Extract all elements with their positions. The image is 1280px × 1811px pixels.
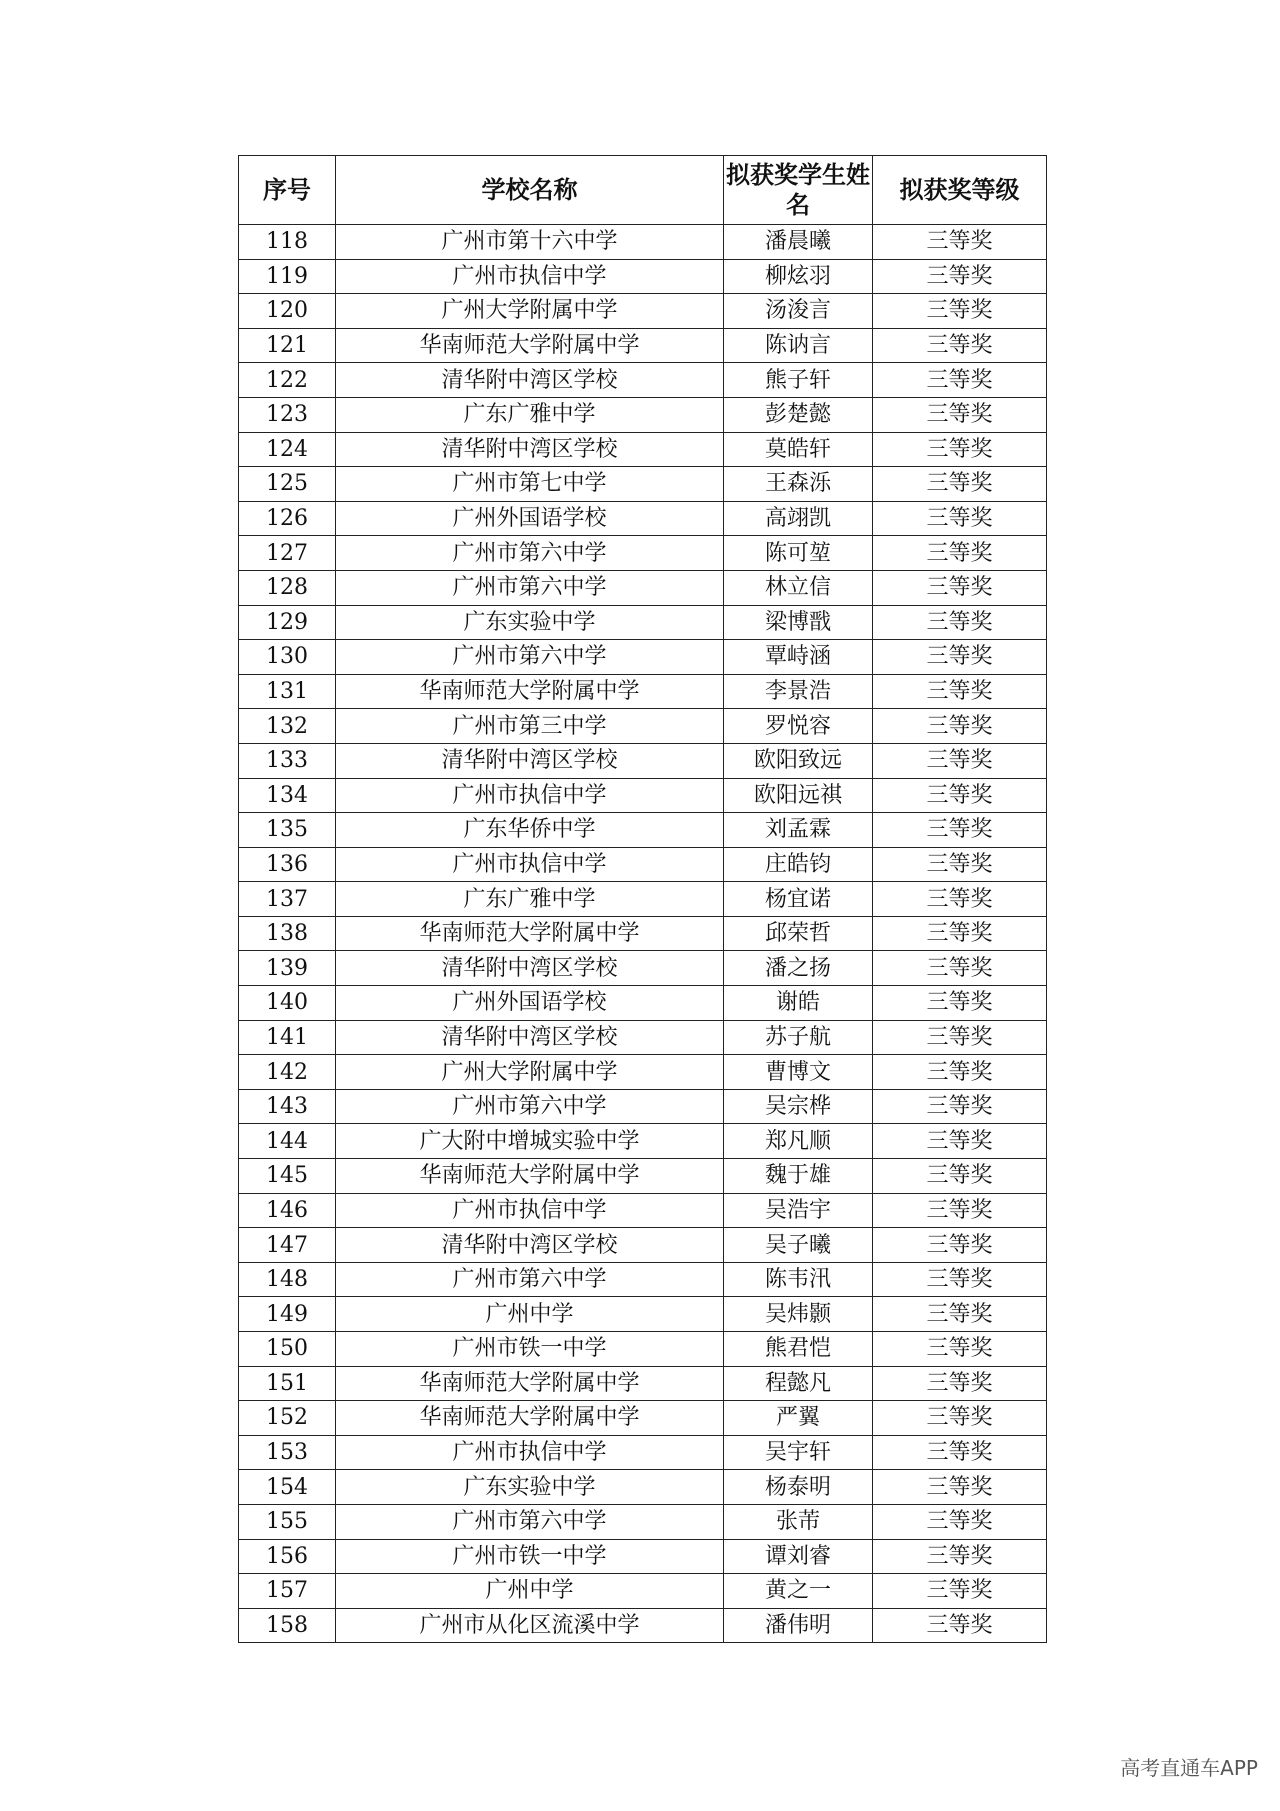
cell-level: 三等奖 <box>873 1504 1047 1539</box>
cell-school: 广大附中增城实验中学 <box>336 1124 724 1159</box>
cell-name: 程懿凡 <box>724 1366 873 1401</box>
cell-level: 三等奖 <box>873 225 1047 260</box>
cell-level: 三等奖 <box>873 501 1047 536</box>
cell-level: 三等奖 <box>873 847 1047 882</box>
award-list-table <box>238 155 1047 1643</box>
cell-school: 广州大学附属中学 <box>336 294 724 329</box>
app-watermark: 高考直通车APP <box>1120 1756 1258 1780</box>
cell-name: 严翼 <box>724 1401 873 1436</box>
table-row <box>239 847 1047 882</box>
cell-school: 广州市执信中学 <box>336 847 724 882</box>
cell-level: 三等奖 <box>873 1124 1047 1159</box>
cell-seq: 145 <box>239 1159 336 1194</box>
cell-seq: 141 <box>239 1020 336 1055</box>
cell-level: 三等奖 <box>873 605 1047 640</box>
cell-name: 柳炫羽 <box>724 259 873 294</box>
cell-level: 三等奖 <box>873 778 1047 813</box>
cell-school: 广州市第六中学 <box>336 640 724 675</box>
cell-school: 广州市第六中学 <box>336 1504 724 1539</box>
cell-seq: 158 <box>239 1608 336 1643</box>
header-seq: 序号 <box>239 156 336 225</box>
cell-school: 广东华侨中学 <box>336 813 724 848</box>
cell-name: 罗悦容 <box>724 709 873 744</box>
cell-level: 三等奖 <box>873 986 1047 1021</box>
table-row <box>239 1020 1047 1055</box>
cell-level: 三等奖 <box>873 916 1047 951</box>
cell-seq: 138 <box>239 916 336 951</box>
table-row <box>239 1297 1047 1332</box>
cell-seq: 132 <box>239 709 336 744</box>
cell-level: 三等奖 <box>873 1608 1047 1643</box>
cell-name: 吴炜颢 <box>724 1297 873 1332</box>
cell-school: 华南师范大学附属中学 <box>336 1401 724 1436</box>
cell-school: 广东实验中学 <box>336 605 724 640</box>
cell-school: 广州市执信中学 <box>336 778 724 813</box>
table-row <box>239 709 1047 744</box>
table-row <box>239 1193 1047 1228</box>
cell-level: 三等奖 <box>873 570 1047 605</box>
cell-seq: 122 <box>239 363 336 398</box>
cell-name: 熊君恺 <box>724 1332 873 1367</box>
cell-name: 彭楚懿 <box>724 397 873 432</box>
cell-level: 三等奖 <box>873 674 1047 709</box>
cell-name: 吴子曦 <box>724 1228 873 1263</box>
header-school: 学校名称 <box>336 156 724 225</box>
cell-seq: 143 <box>239 1089 336 1124</box>
cell-level: 三等奖 <box>873 294 1047 329</box>
table-row <box>239 1539 1047 1574</box>
cell-school: 广州市执信中学 <box>336 259 724 294</box>
cell-name: 杨宜诺 <box>724 882 873 917</box>
cell-seq: 124 <box>239 432 336 467</box>
cell-seq: 147 <box>239 1228 336 1263</box>
cell-seq: 126 <box>239 501 336 536</box>
table-body <box>239 225 1047 1643</box>
cell-name: 刘孟霖 <box>724 813 873 848</box>
cell-name: 谢皓 <box>724 986 873 1021</box>
cell-school: 广东实验中学 <box>336 1470 724 1505</box>
cell-seq: 136 <box>239 847 336 882</box>
table-row <box>239 1332 1047 1367</box>
table-row <box>239 1055 1047 1090</box>
cell-school: 广州市第三中学 <box>336 709 724 744</box>
cell-name: 张芾 <box>724 1504 873 1539</box>
cell-level: 三等奖 <box>873 363 1047 398</box>
table-row <box>239 778 1047 813</box>
cell-seq: 118 <box>239 225 336 260</box>
cell-school: 清华附中湾区学校 <box>336 951 724 986</box>
cell-seq: 148 <box>239 1262 336 1297</box>
cell-school: 广州外国语学校 <box>336 501 724 536</box>
cell-school: 清华附中湾区学校 <box>336 1020 724 1055</box>
cell-name: 陈可堃 <box>724 536 873 571</box>
cell-name: 熊子轩 <box>724 363 873 398</box>
cell-name: 杨泰明 <box>724 1470 873 1505</box>
cell-school: 广州市第六中学 <box>336 1089 724 1124</box>
table-row <box>239 1504 1047 1539</box>
cell-name: 庄皓钧 <box>724 847 873 882</box>
cell-name: 林立信 <box>724 570 873 605</box>
cell-name: 莫皓轩 <box>724 432 873 467</box>
cell-seq: 131 <box>239 674 336 709</box>
cell-school: 广州大学附属中学 <box>336 1055 724 1090</box>
table-row <box>239 467 1047 502</box>
cell-name: 潘晨曦 <box>724 225 873 260</box>
table-row <box>239 640 1047 675</box>
cell-seq: 153 <box>239 1435 336 1470</box>
cell-seq: 144 <box>239 1124 336 1159</box>
cell-seq: 155 <box>239 1504 336 1539</box>
cell-level: 三等奖 <box>873 397 1047 432</box>
cell-seq: 152 <box>239 1401 336 1436</box>
table-row <box>239 1366 1047 1401</box>
cell-level: 三等奖 <box>873 536 1047 571</box>
cell-school: 广州市执信中学 <box>336 1435 724 1470</box>
cell-seq: 150 <box>239 1332 336 1367</box>
cell-seq: 140 <box>239 986 336 1021</box>
cell-level: 三等奖 <box>873 1332 1047 1367</box>
cell-level: 三等奖 <box>873 1297 1047 1332</box>
table-row <box>239 501 1047 536</box>
cell-seq: 121 <box>239 328 336 363</box>
cell-level: 三等奖 <box>873 709 1047 744</box>
cell-name: 潘伟明 <box>724 1608 873 1643</box>
cell-name: 李景浩 <box>724 674 873 709</box>
cell-name: 覃峙涵 <box>724 640 873 675</box>
cell-seq: 133 <box>239 743 336 778</box>
cell-school: 广东广雅中学 <box>336 397 724 432</box>
cell-school: 广州中学 <box>336 1297 724 1332</box>
cell-name: 潘之扬 <box>724 951 873 986</box>
cell-name: 谭刘睿 <box>724 1539 873 1574</box>
cell-level: 三等奖 <box>873 1089 1047 1124</box>
cell-name: 高翊凯 <box>724 501 873 536</box>
cell-seq: 156 <box>239 1539 336 1574</box>
cell-name: 王森泺 <box>724 467 873 502</box>
cell-name: 黄之一 <box>724 1574 873 1609</box>
cell-name: 吴宗桦 <box>724 1089 873 1124</box>
cell-name: 曹博文 <box>724 1055 873 1090</box>
cell-school: 广州外国语学校 <box>336 986 724 1021</box>
cell-name: 陈讷言 <box>724 328 873 363</box>
table-row <box>239 1124 1047 1159</box>
table-row <box>239 1228 1047 1263</box>
cell-school: 清华附中湾区学校 <box>336 743 724 778</box>
cell-school: 华南师范大学附属中学 <box>336 1159 724 1194</box>
header-row <box>239 156 1047 225</box>
cell-seq: 129 <box>239 605 336 640</box>
cell-name: 陈韦汛 <box>724 1262 873 1297</box>
cell-seq: 134 <box>239 778 336 813</box>
cell-level: 三等奖 <box>873 432 1047 467</box>
cell-seq: 127 <box>239 536 336 571</box>
cell-level: 三等奖 <box>873 1401 1047 1436</box>
table-header <box>239 156 1047 225</box>
cell-level: 三等奖 <box>873 1055 1047 1090</box>
cell-name: 欧阳致远 <box>724 743 873 778</box>
table-row <box>239 1401 1047 1436</box>
table-row <box>239 1089 1047 1124</box>
cell-level: 三等奖 <box>873 1159 1047 1194</box>
table-row <box>239 536 1047 571</box>
table-row <box>239 605 1047 640</box>
cell-seq: 123 <box>239 397 336 432</box>
cell-seq: 139 <box>239 951 336 986</box>
cell-level: 三等奖 <box>873 259 1047 294</box>
cell-school: 广州市第六中学 <box>336 536 724 571</box>
table-row <box>239 674 1047 709</box>
cell-seq: 151 <box>239 1366 336 1401</box>
table-row <box>239 294 1047 329</box>
cell-school: 广州市铁一中学 <box>336 1332 724 1367</box>
cell-school: 华南师范大学附属中学 <box>336 328 724 363</box>
cell-level: 三等奖 <box>873 1228 1047 1263</box>
cell-seq: 146 <box>239 1193 336 1228</box>
cell-level: 三等奖 <box>873 1262 1047 1297</box>
table-row <box>239 1608 1047 1643</box>
cell-name: 欧阳远祺 <box>724 778 873 813</box>
cell-name: 苏子航 <box>724 1020 873 1055</box>
cell-level: 三等奖 <box>873 640 1047 675</box>
cell-level: 三等奖 <box>873 1435 1047 1470</box>
table-row <box>239 363 1047 398</box>
table-row <box>239 1159 1047 1194</box>
cell-name: 邱荣哲 <box>724 916 873 951</box>
table-row <box>239 432 1047 467</box>
table-row <box>239 986 1047 1021</box>
cell-seq: 154 <box>239 1470 336 1505</box>
cell-level: 三等奖 <box>873 882 1047 917</box>
cell-name: 郑凡顺 <box>724 1124 873 1159</box>
cell-name: 汤浚言 <box>724 294 873 329</box>
cell-level: 三等奖 <box>873 1020 1047 1055</box>
cell-school: 华南师范大学附属中学 <box>336 674 724 709</box>
cell-seq: 157 <box>239 1574 336 1609</box>
cell-school: 华南师范大学附属中学 <box>336 1366 724 1401</box>
table-row <box>239 916 1047 951</box>
table-row <box>239 259 1047 294</box>
cell-name: 吴浩宇 <box>724 1193 873 1228</box>
cell-name: 魏于雄 <box>724 1159 873 1194</box>
cell-name: 梁博戬 <box>724 605 873 640</box>
cell-name: 吴宇轩 <box>724 1435 873 1470</box>
cell-level: 三等奖 <box>873 1470 1047 1505</box>
cell-school: 广州市第七中学 <box>336 467 724 502</box>
cell-seq: 125 <box>239 467 336 502</box>
table-row <box>239 328 1047 363</box>
cell-seq: 119 <box>239 259 336 294</box>
cell-school: 广州市执信中学 <box>336 1193 724 1228</box>
cell-level: 三等奖 <box>873 1574 1047 1609</box>
cell-school: 广州市第六中学 <box>336 570 724 605</box>
cell-school: 广州市第六中学 <box>336 1262 724 1297</box>
table-row <box>239 570 1047 605</box>
table-row <box>239 225 1047 260</box>
header-level: 拟获奖等级 <box>873 156 1047 225</box>
table-row <box>239 1262 1047 1297</box>
table-row <box>239 813 1047 848</box>
table-row <box>239 1574 1047 1609</box>
cell-seq: 130 <box>239 640 336 675</box>
cell-seq: 120 <box>239 294 336 329</box>
cell-school: 清华附中湾区学校 <box>336 1228 724 1263</box>
cell-school: 广州市从化区流溪中学 <box>336 1608 724 1643</box>
table-row <box>239 882 1047 917</box>
table-row <box>239 743 1047 778</box>
cell-level: 三等奖 <box>873 1366 1047 1401</box>
table-row <box>239 1470 1047 1505</box>
cell-seq: 142 <box>239 1055 336 1090</box>
cell-level: 三等奖 <box>873 813 1047 848</box>
cell-school: 广州中学 <box>336 1574 724 1609</box>
table-row <box>239 951 1047 986</box>
header-name: 拟获奖学生姓名 <box>724 156 873 225</box>
cell-school: 广州市第十六中学 <box>336 225 724 260</box>
cell-seq: 128 <box>239 570 336 605</box>
cell-level: 三等奖 <box>873 951 1047 986</box>
cell-level: 三等奖 <box>873 467 1047 502</box>
cell-school: 广州市铁一中学 <box>336 1539 724 1574</box>
cell-level: 三等奖 <box>873 743 1047 778</box>
cell-level: 三等奖 <box>873 328 1047 363</box>
table-row <box>239 1435 1047 1470</box>
cell-seq: 149 <box>239 1297 336 1332</box>
cell-school: 华南师范大学附属中学 <box>336 916 724 951</box>
cell-seq: 135 <box>239 813 336 848</box>
cell-level: 三等奖 <box>873 1193 1047 1228</box>
table-row <box>239 397 1047 432</box>
cell-seq: 137 <box>239 882 336 917</box>
cell-level: 三等奖 <box>873 1539 1047 1574</box>
cell-school: 清华附中湾区学校 <box>336 432 724 467</box>
cell-school: 清华附中湾区学校 <box>336 363 724 398</box>
cell-school: 广东广雅中学 <box>336 882 724 917</box>
